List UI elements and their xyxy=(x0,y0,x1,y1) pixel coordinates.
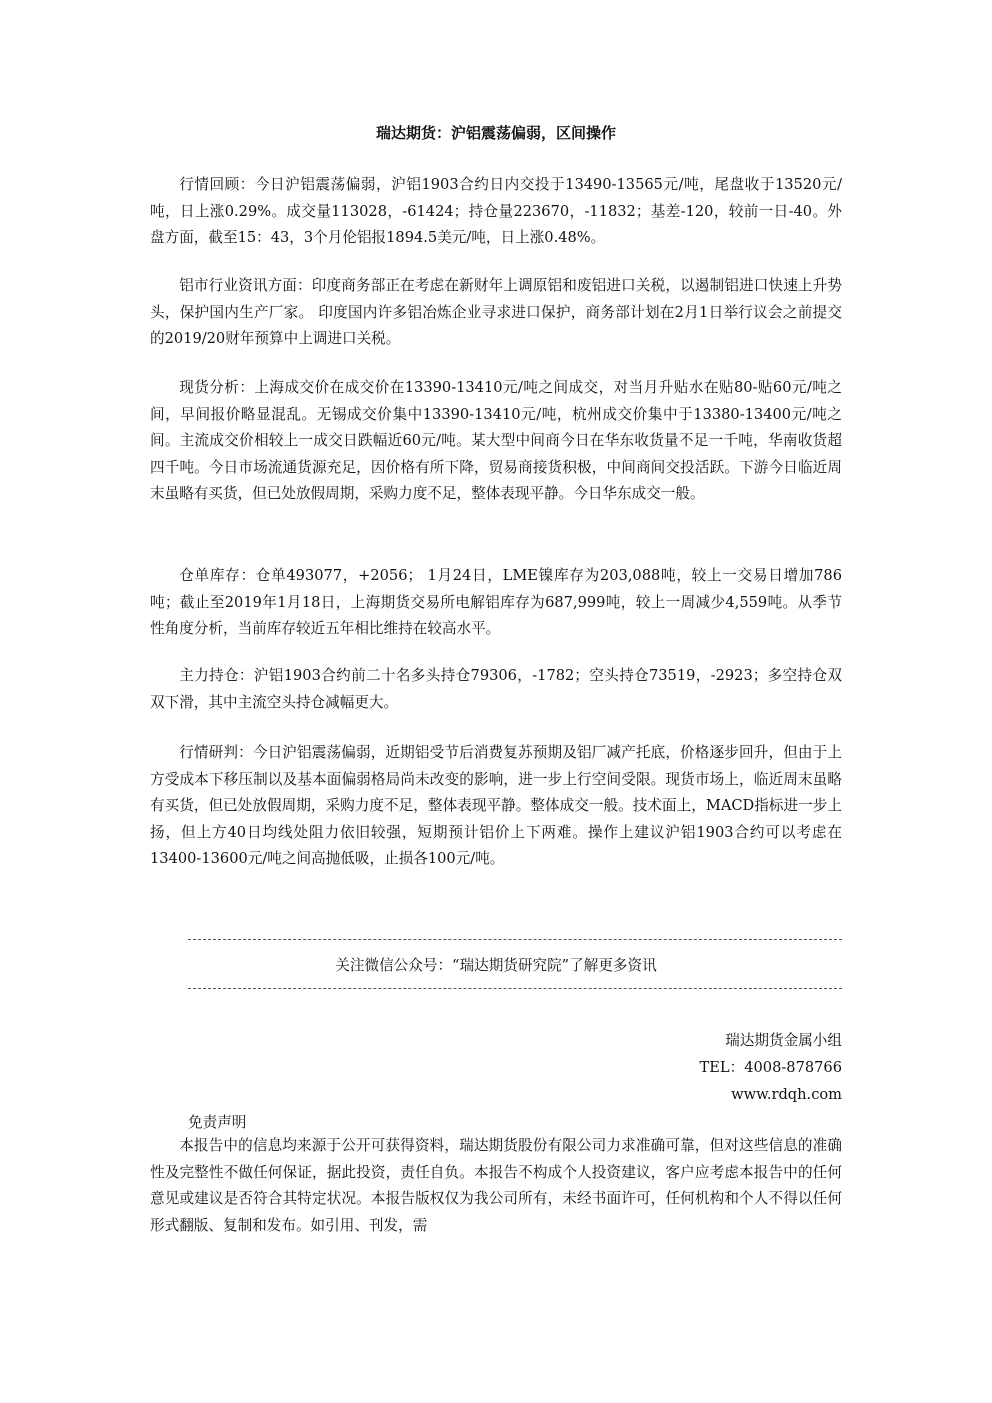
market-review-paragraph: 行情回顾：今日沪铝震荡偏弱，沪铝1903合约日内交投于13490-13565元/吨，尾盘收于13520元/吨，日上涨0.29%。成交量113028，-61424；持仓量223670，-11832；基差-120，较前一日-40。外盘方面，截至15：43，3个月伦铝报1894.5美元/吨，日上涨0.48%。 xyxy=(150,176,842,247)
divider-top xyxy=(188,939,842,940)
document-page xyxy=(150,0,842,1403)
warehouse-inventory-paragraph: 仓单库存：仓单493077，+2056； 1月24日，LME镍库存为203,088吨，较上一交易日增加786吨；截止至2019年1月18日，上海期货交易所电解铝库存为687,999吨，较上一周减少4,559吨。从季节性角度分析，当前库存较近五年相比维持在较高水平。 xyxy=(150,567,842,638)
contact-tel: TEL：4008-878766 xyxy=(699,1059,842,1076)
wechat-notice: 关注微信公众号：“瑞达期货研究院”了解更多资讯 xyxy=(335,957,657,974)
contact-team: 瑞达期货金属小组 xyxy=(725,1032,842,1049)
disclaimer-body: 本报告中的信息均来源于公开可获得资料，瑞达期货股份有限公司力求准确可靠，但对这些信息的准确性及完整性不做任何保证，据此投资，责任自负。本报告不构成个人投资建议，客户应考虑本报告中的任何意见或建议是否符合其特定状况。本报告版权仅为我公司所有，未经书面许可，任何机构和个人不得以任何形式翻版、复制和发布。如引用、刊发，需 xyxy=(150,1137,842,1234)
industry-news-paragraph: 铝市行业资讯方面：印度商务部正在考虑在新财年上调原铝和废铝进口关税，以遏制铝进口快速上升势头，保护国内生产厂家。 印度国内许多铝冶炼企业寻求进口保护，商务部计划在2月1日举行议会之前提交的2019/20财年预算中上调进口关税。 xyxy=(150,277,842,348)
market-outlook-paragraph: 行情研判：今日沪铝震荡偏弱，近期铝受节后消费复苏预期及铝厂减产托底，价格逐步回升，但由于上方受成本下移压制以及基本面偏弱格局尚未改变的影响，进一步上行空间受限。现货市场上，临近周末虽略有买货，但已处放假周期，采购力度不足，整体表现平静。整体成交一般。技术面上，MACD指标进一步上扬，但上方40日均线处阻力依旧较强，短期预计铝价上下两难。操作上建议沪铝1903合约可以考虑在13400-13600元/吨之间高抛低吸，止损各100元/吨。 xyxy=(150,744,842,868)
divider-bottom xyxy=(188,988,842,989)
document-title: 瑞达期货：沪铝震荡偏弱，区间操作 xyxy=(375,124,616,142)
disclaimer-title: 免责声明 xyxy=(188,1114,247,1131)
spot-analysis-paragraph: 现货分析：上海成交价在成交价在13390-13410元/吨之间成交，对当月升贴水在贴80-贴60元/吨之间，早间报价略显混乱。无锡成交价集中13390-13410元/吨，杭州成交价集中于13380-13400元/吨之间。主流成交价相较上一成交日跌幅近60元/吨。某大型中间商今日在华东收货量不足一千吨，华南收货超四千吨。今日市场流通货源充足，因价格有所下降，贸易商接货积极，中间商间交投活跃。下游今日临近周末虽略有买货，但已处放假周期，采购力度不足，整体表现平静。今日华东成交一般。 xyxy=(150,379,842,503)
main-position-paragraph: 主力持仓：沪铝1903合约前二十名多头持仓79306，-1782；空头持仓73519，-2923；多空持仓双双下滑，其中主流空头持仓减幅更大。 xyxy=(150,667,842,711)
contact-website[interactable]: www.rdqh.com xyxy=(731,1086,842,1103)
